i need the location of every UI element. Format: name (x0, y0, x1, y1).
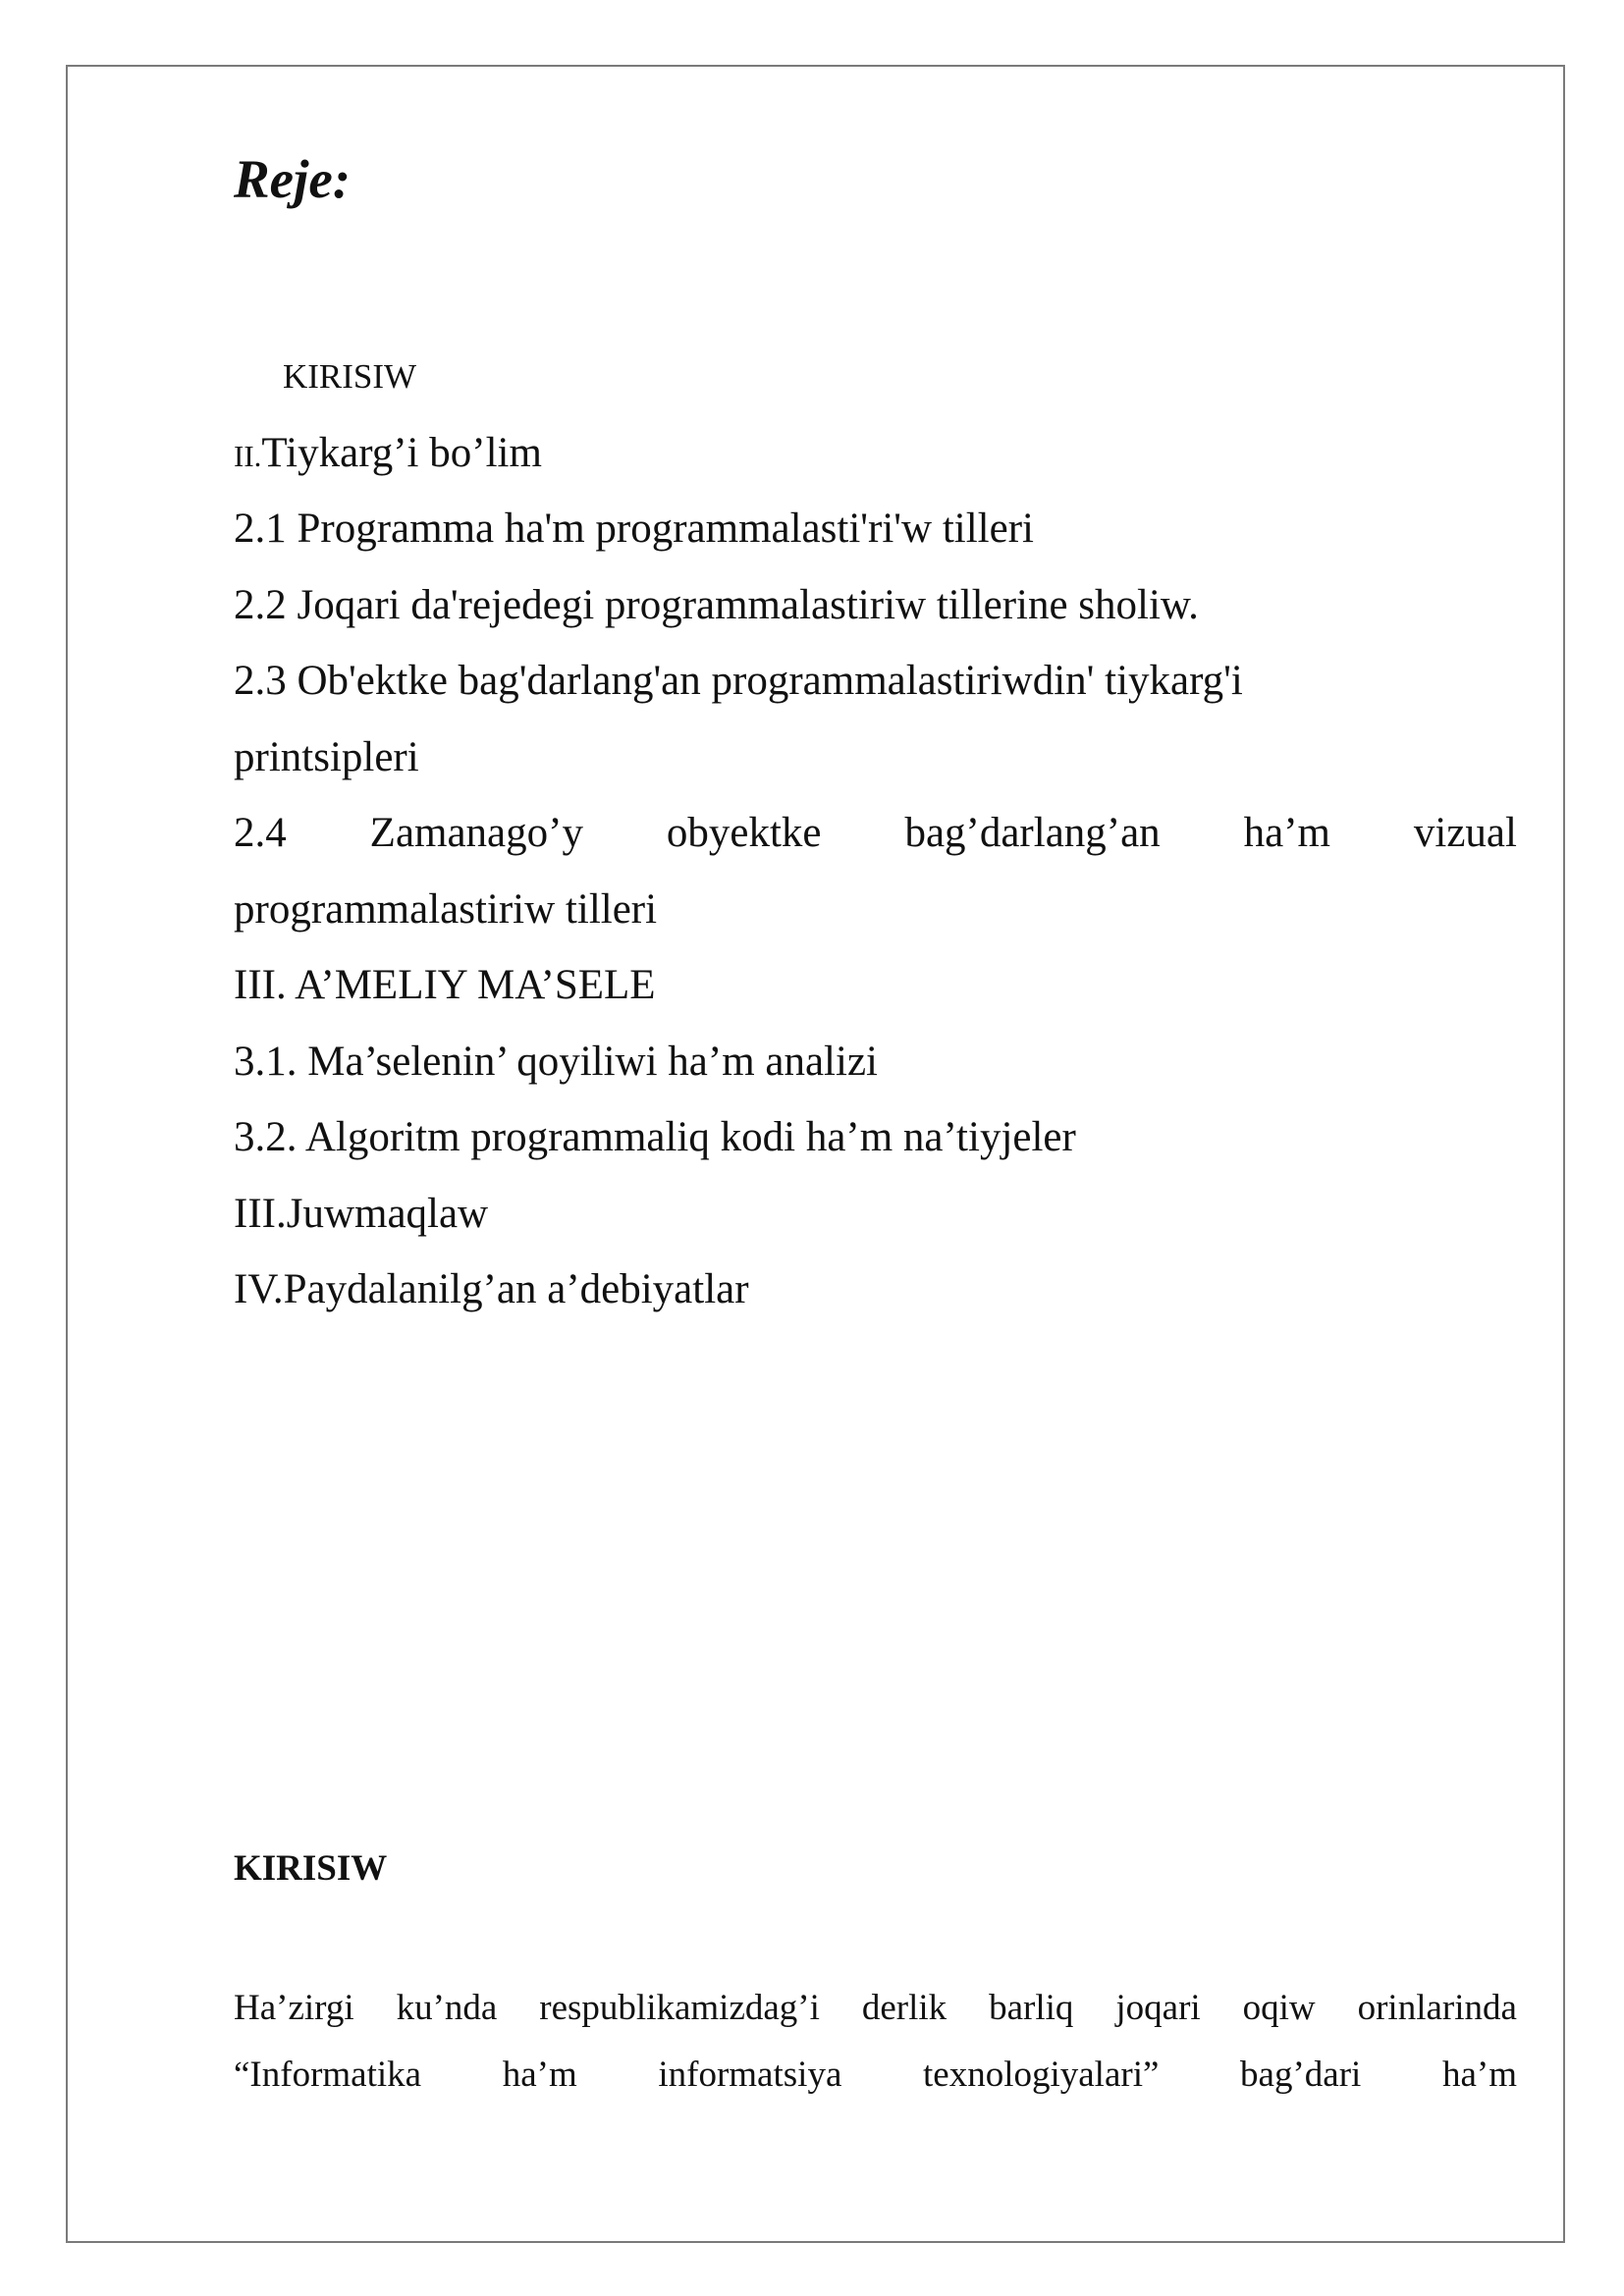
toc-main-part-label: Tiykarg’i bo’lim (261, 429, 542, 476)
toc-references: IV.Paydalanilg’an a’debiyatlar (234, 1266, 749, 1312)
body-word: respublikamizdag’i (539, 1988, 820, 2028)
intro-line-2 (234, 2042, 1517, 2109)
plan-title: Reje: (234, 149, 352, 209)
toc-item-2-3-line1: 2.3 Ob'ektke bag'darlang'an programmalastiriwdin' tiykarg'i (234, 658, 1243, 704)
body-word: “Informatika (234, 2055, 422, 2095)
toc-item-2-3-line2: printsipleri (234, 733, 419, 780)
toc-word: ha’m (1243, 810, 1330, 856)
toc-intro: KIRISIW (283, 357, 417, 396)
body-word: ku’nda (396, 1988, 498, 2028)
toc-item-2-1: 2.1 Programma ha'm programmalasti'ri'w tilleri (234, 506, 1034, 552)
body-word: Ha’zirgi (234, 1988, 354, 2028)
toc-word: obyektke (666, 810, 822, 856)
toc-word: vizual (1413, 810, 1517, 856)
body-word: joqari (1115, 1988, 1201, 2028)
body-word: derlik (861, 1988, 947, 2028)
body-word: orinlarinda (1357, 1988, 1517, 2028)
toc-word: bag’darlang’an (904, 810, 1161, 856)
toc-item-3-2: 3.2. Algoritm programmaliq kodi ha’m na’tiyjeler (234, 1114, 1076, 1160)
body-word: oqiw (1242, 1988, 1316, 2028)
body-word: ha’m (502, 2055, 577, 2095)
intro-line-1 (234, 1975, 1517, 2042)
intro-paragraph (234, 1975, 1517, 2109)
toc-item-2-2: 2.2 Joqari da'rejedegi programmalastiriw tillerine sholiw. (234, 581, 1199, 628)
body-word: informatsiya (658, 2055, 842, 2095)
toc-item-2-4-line2: programmalastiriw tilleri (234, 885, 658, 933)
body-word: bag’dari (1240, 2055, 1362, 2095)
table-of-contents (234, 339, 1517, 1328)
toc-item-3-1: 3.1. Ma’selenin’ qoyiliwi ha’m analizi (234, 1038, 878, 1085)
toc-item-2-4-line1 (234, 795, 1517, 872)
toc-word: Zamanago’y (369, 810, 583, 856)
toc-main-part (234, 415, 1517, 492)
body-word: texnologiyalari” (923, 2055, 1160, 2095)
toc-conclusion: III.Juwmaqlaw (234, 1190, 489, 1237)
intro-heading: KIRISIW (234, 1848, 388, 1889)
body-word: barliq (989, 1988, 1074, 2028)
toc-word: 2.4 (234, 810, 287, 856)
body-word: ha’m (1441, 2055, 1517, 2095)
toc-practical-part: III. A’MELIY MA’SELE (234, 962, 656, 1008)
toc-main-part-numeral: II. (234, 438, 262, 473)
